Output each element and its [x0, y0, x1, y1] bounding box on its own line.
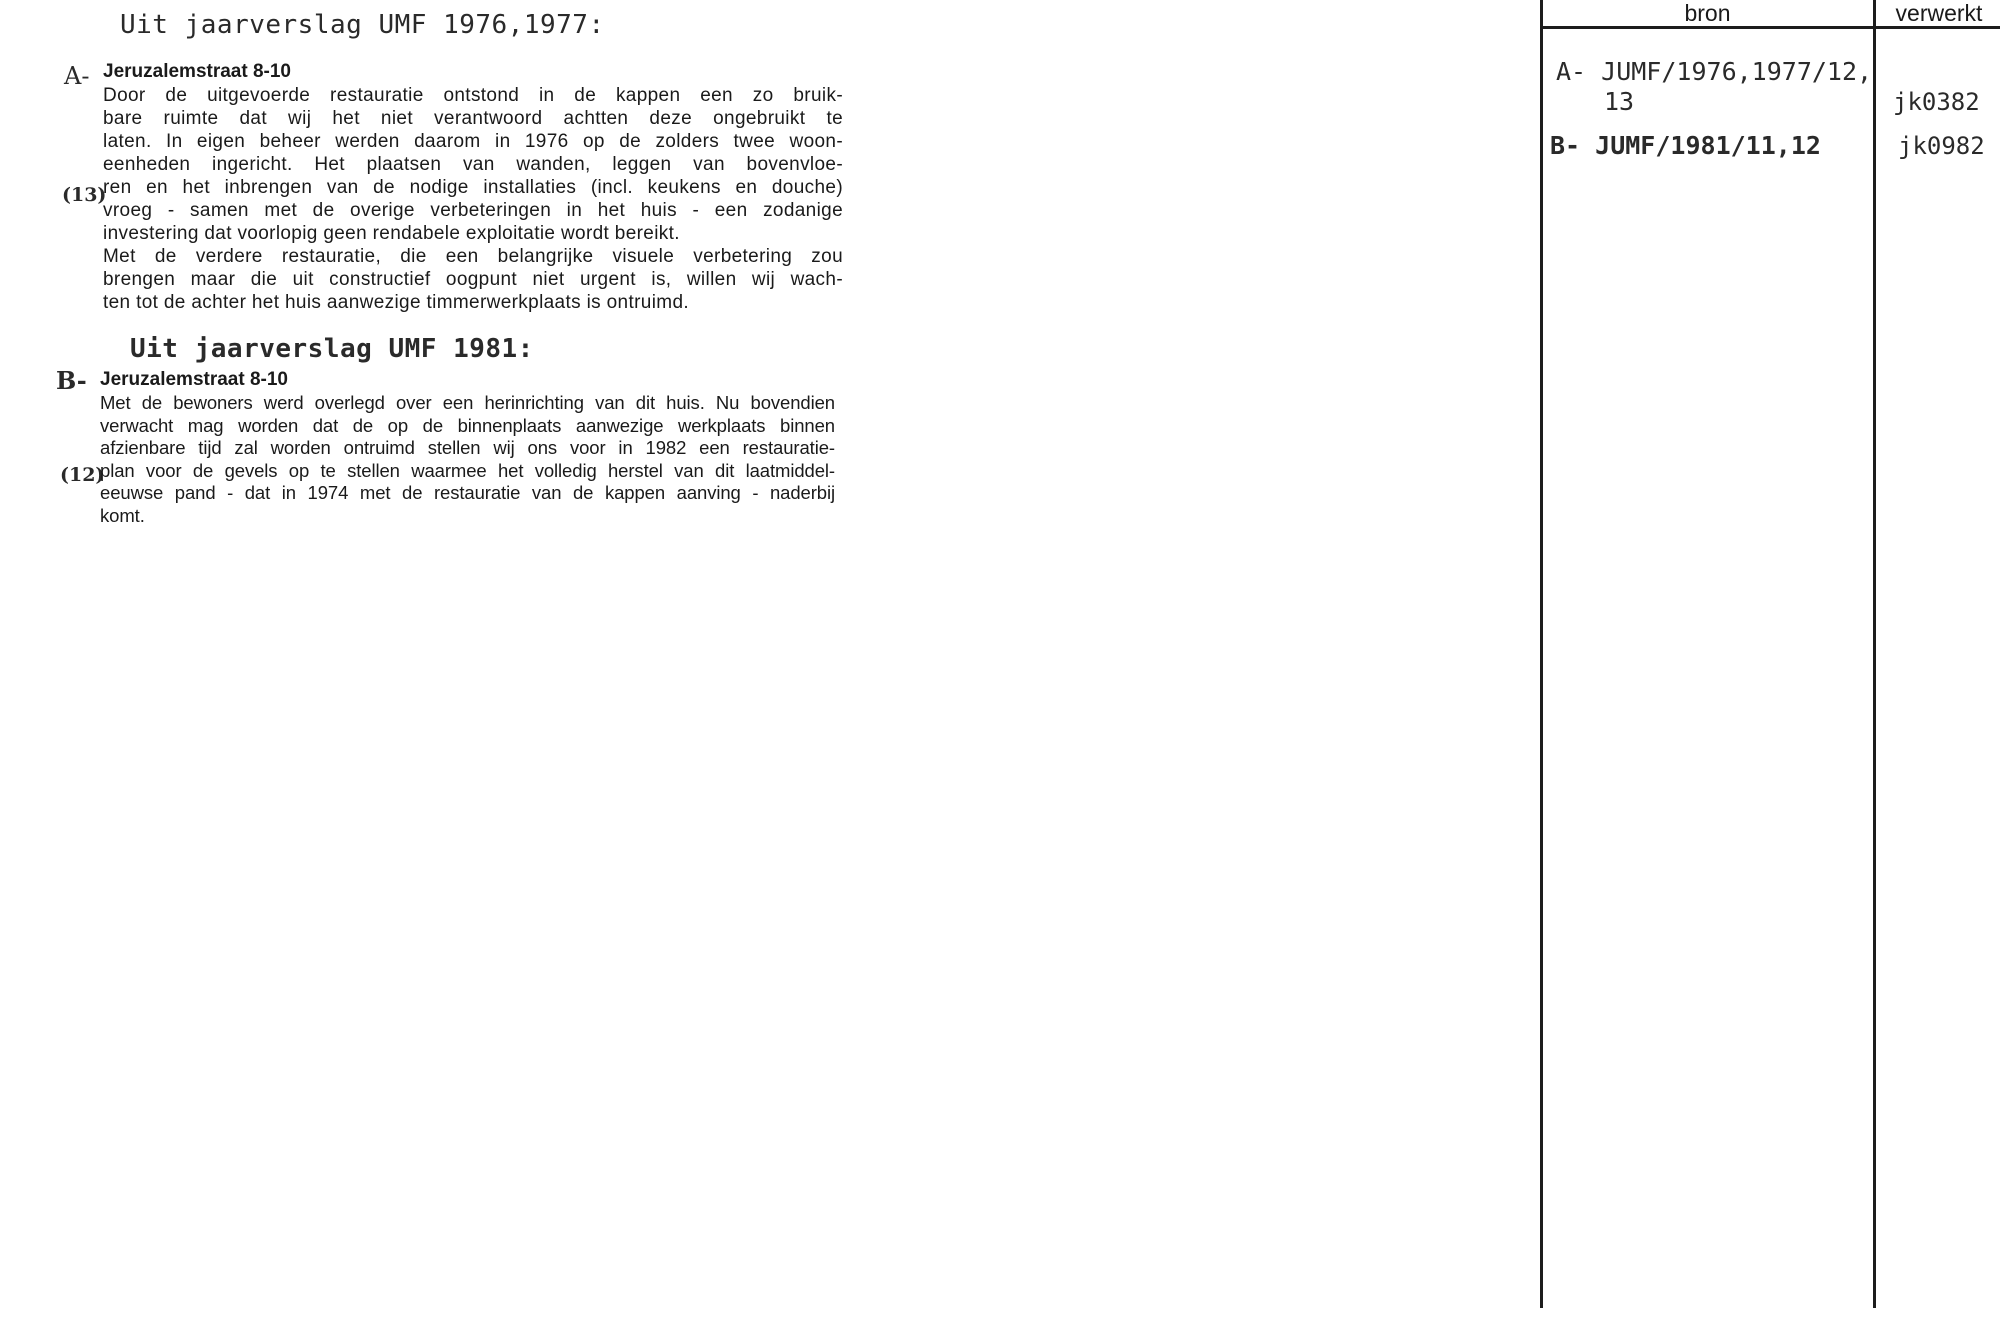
- table-header-rule: [1540, 26, 2000, 29]
- entry-a-line: investering dat voorlopig geen rendabele exploitatie wordt bereikt.: [103, 223, 680, 244]
- column-header-verwerkt: verwerkt: [1895, 0, 1983, 26]
- heading-jaarverslag-1981: Uit jaarverslag UMF 1981:: [130, 334, 534, 364]
- entry-a-line: ren en het inbrengen van de nodige installaties (incl. keukens en douche): [103, 177, 843, 198]
- entry-b-line: eeuwse pand - dat in 1974 met de restauratie van de kappen aanving - naderbij: [100, 482, 835, 503]
- table-column-divider: [1873, 0, 1876, 1308]
- table-left-rule: [1540, 0, 1543, 1308]
- entry-a-line: ten tot de achter het huis aanwezige timmerwerkplaats is ontruimd.: [103, 292, 689, 313]
- table-row-b-bron: B- JUMF/1981/11,12: [1550, 131, 1821, 160]
- table-row-b-verwerkt: jk0982: [1898, 132, 1985, 160]
- entry-b-page-note: (12): [60, 464, 105, 486]
- entry-b-line: verwacht mag worden dat de op de binnenplaats aanwezige werkplaats binnen: [100, 414, 835, 436]
- entry-b-line: Met de bewoners werd overlegd over een herinrichting van dit huis. Nu bovendien: [100, 392, 835, 413]
- entry-a-page-note: (13): [62, 184, 107, 206]
- entry-a-line: brengen maar die uit constructief oogpunt niet urgent is, willen wij wach-: [103, 269, 843, 290]
- entry-b-line: afzienbare tijd zal worden ontruimd stellen wij ons voor in 1982 een restauratie-: [100, 437, 835, 458]
- heading-jaarverslag-1976-1977: Uit jaarverslag UMF 1976,1977:: [120, 10, 605, 40]
- entry-a-block: [103, 60, 843, 314]
- entry-a-line: bare ruimte dat wij het niet verantwoord achtten deze ongebruikt te: [103, 108, 843, 129]
- entry-a-marker: A-: [64, 62, 90, 90]
- table-row-a-verwerkt: jk0382: [1893, 88, 1980, 116]
- entry-b-line: plan voor de gevels op te stellen waarmee het volledig herstel van dit laatmiddel-: [100, 459, 835, 481]
- table-row-a-bron-continued: 13: [1604, 87, 1635, 116]
- entry-a-title: Jeruzalemstraat 8-10: [103, 61, 291, 82]
- entry-a-line: eenheden ingericht. Het plaatsen van wanden, leggen van bovenvloe-: [103, 154, 843, 175]
- entry-b-line: komt.: [100, 504, 145, 526]
- entry-a-line: Met de verdere restauratie, die een belangrijke visuele verbetering zou: [103, 246, 843, 267]
- entry-a-line: Door de uitgevoerde restauratie ontstond in de kappen een zo bruik-: [103, 85, 843, 106]
- column-header-bron: bron: [1684, 0, 1731, 26]
- table-row-a-bron: A- JUMF/1976,1977/12,: [1556, 57, 1873, 86]
- entry-b-title: Jeruzalemstraat 8-10: [100, 369, 288, 390]
- entry-a-line: laten. In eigen beheer werden daarom in 1976 op de zolders twee woon-: [103, 131, 843, 152]
- entry-b-marker: B-: [56, 366, 87, 395]
- entry-b-block: [100, 368, 835, 527]
- entry-a-line: vroeg - samen met de overige verbeteringen in het huis - een zodanige: [103, 200, 843, 221]
